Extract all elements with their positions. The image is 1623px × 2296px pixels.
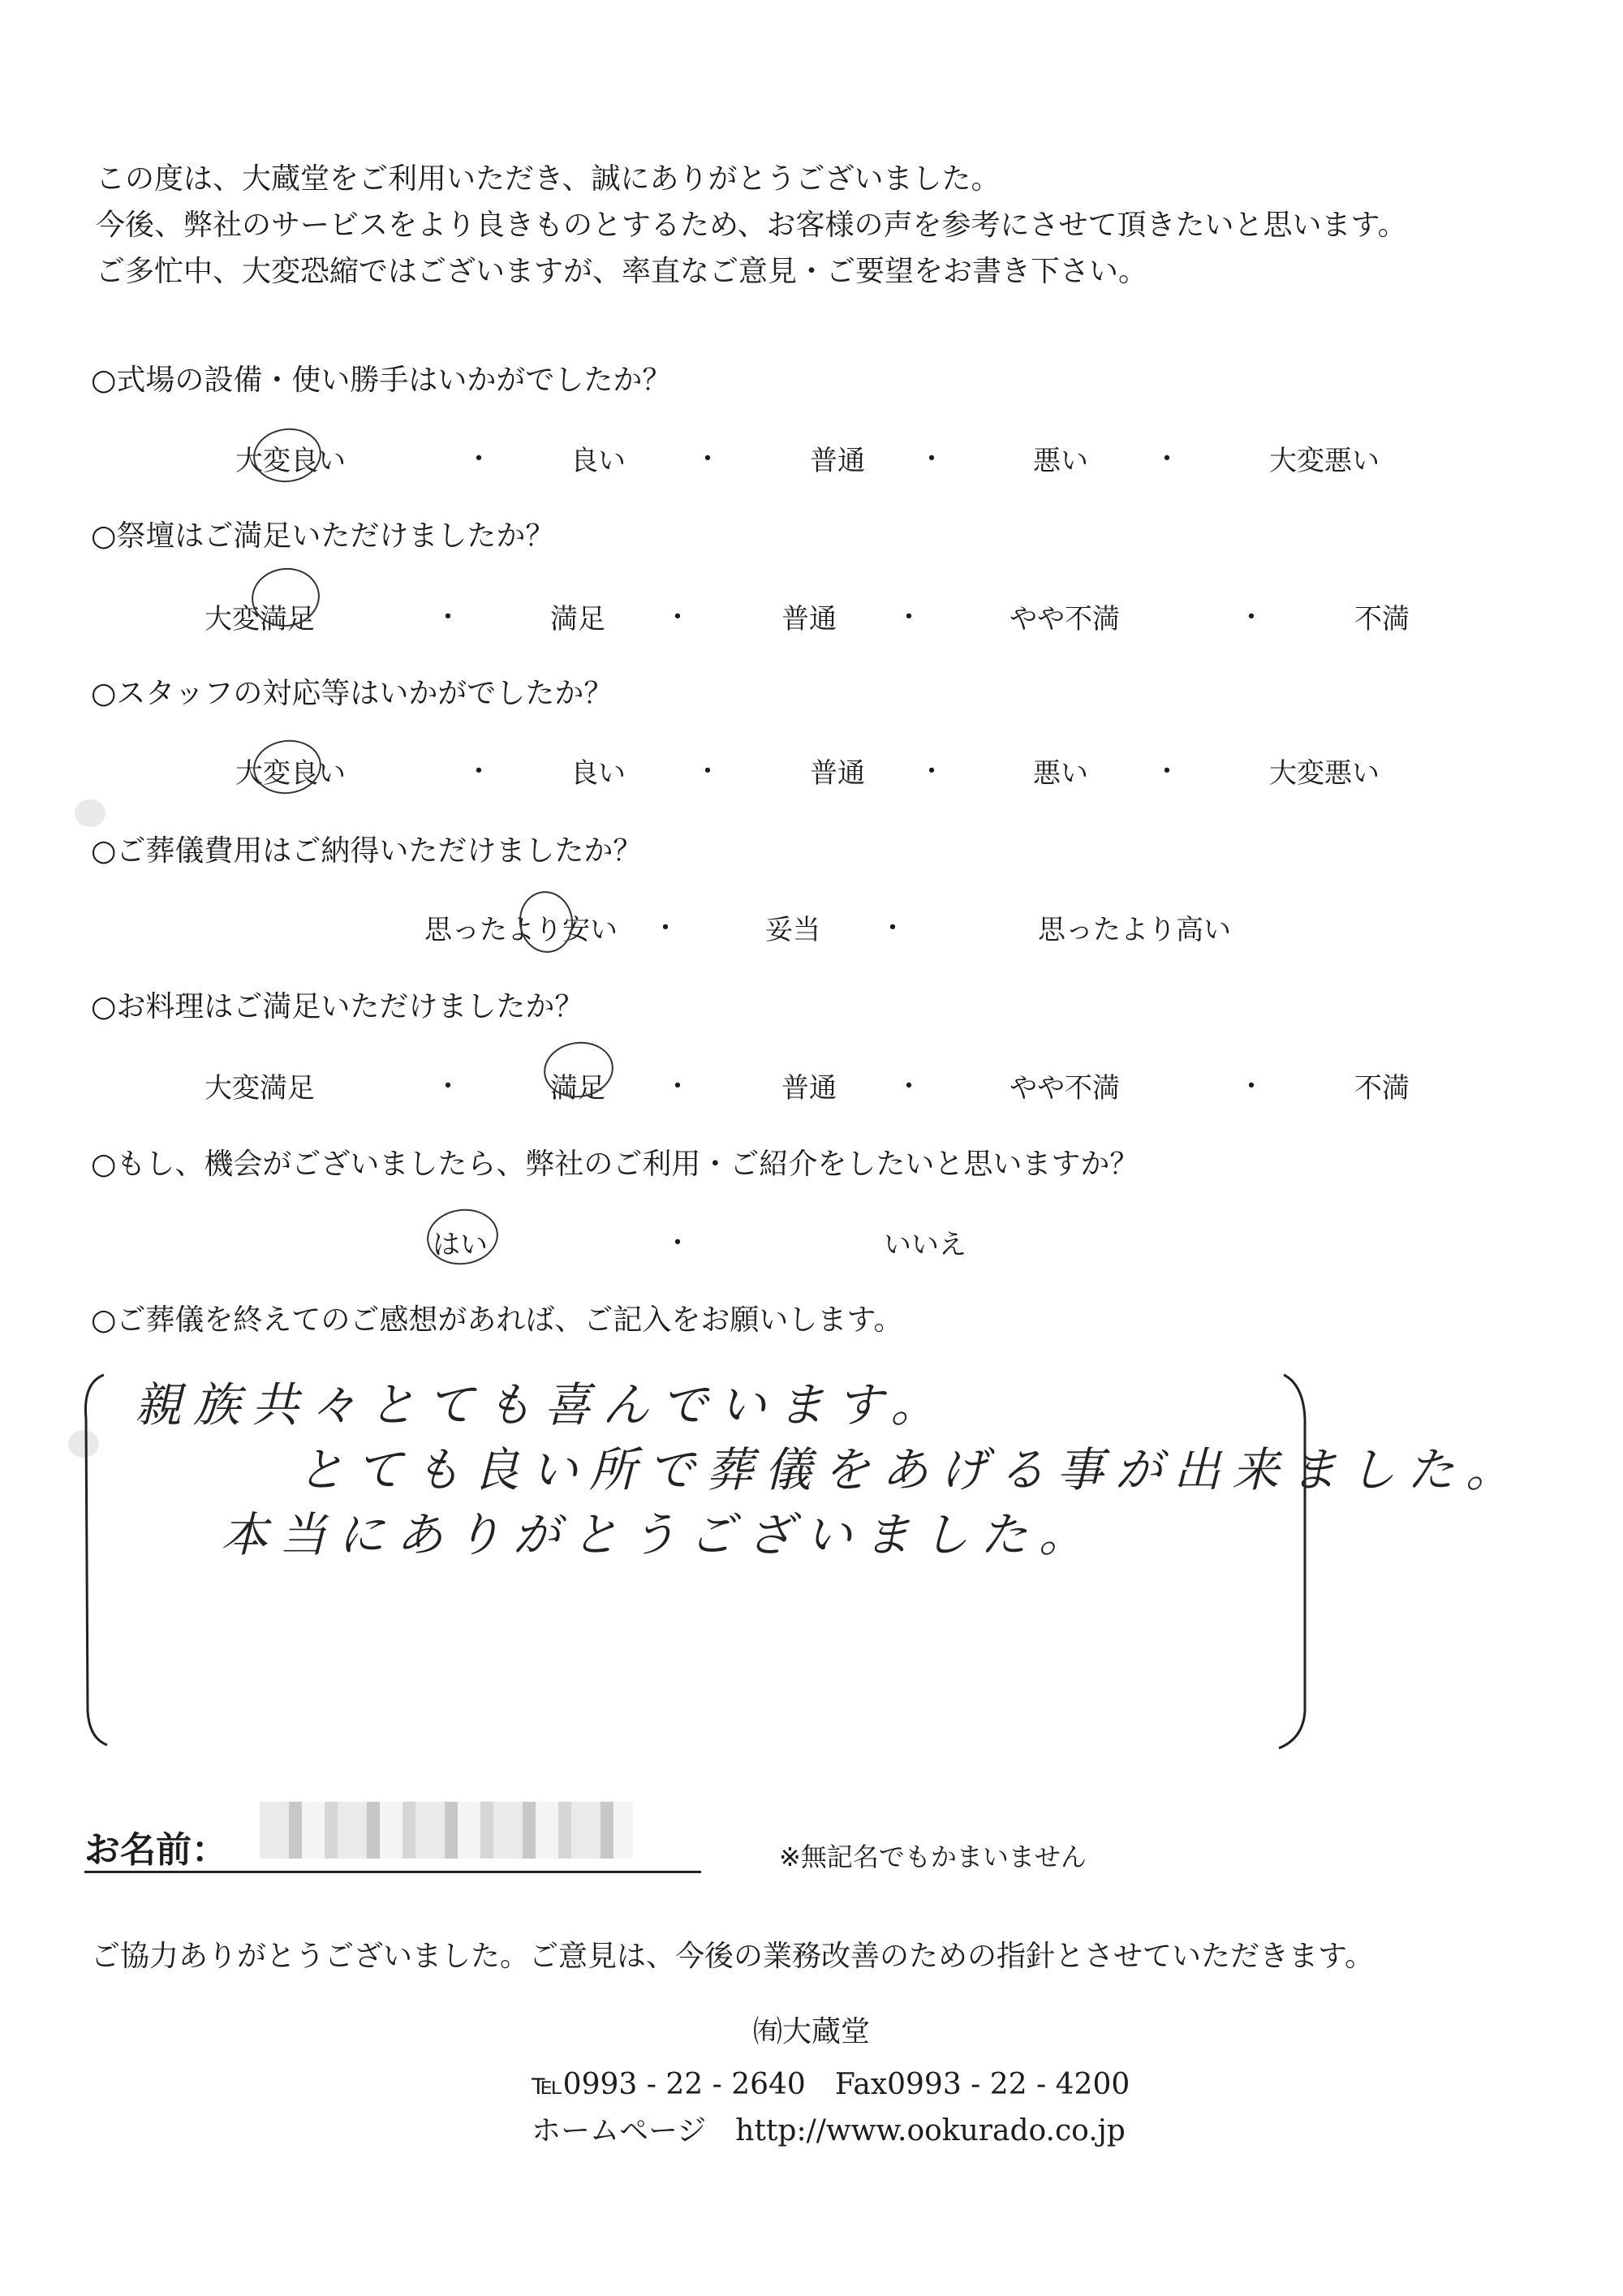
question-cost: ○ご葬儀費用はご納得いただけましたか？: [91, 834, 643, 868]
q6-option-1[interactable]: はい: [433, 1229, 488, 1261]
question-recommend: ○もし、機会がございましたら、弊社のご利用・ご紹介をしたいと思いますか？: [91, 1148, 1139, 1181]
comment-line-3: 本当にありがとうございました。: [221, 1507, 1098, 1562]
q1-option-4[interactable]: 悪い: [1033, 445, 1088, 477]
q3-option-5[interactable]: 大変悪い: [1269, 757, 1380, 790]
q3-option-2[interactable]: 良い: [570, 757, 626, 790]
name-label: お名前：: [84, 1829, 227, 1871]
q4-option-2[interactable]: 妥当: [765, 914, 820, 946]
separator-dot: ・: [879, 912, 906, 945]
q2-option-3[interactable]: 普通: [781, 603, 837, 635]
intro-line-2: 今後、弊社のサービスをより良きものとするため、お客様の声を参考にさせて頂きたいと思います。: [96, 209, 1407, 242]
q2-option-1[interactable]: 大変満足: [204, 603, 315, 635]
company-name: ㈲大蔵堂: [752, 2015, 870, 2048]
q1-option-1[interactable]: 大変良い: [235, 445, 346, 477]
company-website: ホームページ http://www.ookurado.co.jp: [532, 2114, 1126, 2147]
q4-option-3[interactable]: 思ったより高い: [1038, 914, 1231, 946]
q2-option-4[interactable]: やや不満: [1010, 603, 1120, 635]
comment-line-1: 親族共々とても喜んでいます。: [135, 1377, 949, 1432]
separator-dot: ・: [465, 756, 493, 788]
q5-option-5[interactable]: 不満: [1354, 1072, 1410, 1105]
separator-dot: ・: [1153, 443, 1181, 476]
separator-dot: ・: [694, 443, 721, 476]
separator-dot: ・: [1153, 756, 1181, 788]
separator-dot: ・: [664, 1070, 691, 1103]
separator-dot: ・: [434, 1070, 462, 1103]
q5-option-1[interactable]: 大変満足: [204, 1072, 315, 1105]
q2-option-2[interactable]: 満足: [550, 603, 605, 635]
separator-dot: ・: [918, 756, 945, 788]
separator-dot: ・: [895, 1070, 923, 1103]
q3-option-3[interactable]: 普通: [810, 757, 865, 790]
thanks-text: ご協力ありがとうございました。ご意見は、今後の業務改善のための指針とさせていただきます。: [91, 1940, 1375, 1973]
q3-option-4[interactable]: 悪い: [1033, 757, 1088, 790]
q3-option-1[interactable]: 大変良い: [235, 757, 346, 790]
comment-line-2: とても良い所で葬儀をあげる事が出来ました。: [297, 1442, 1525, 1497]
question-food: ○お料理はご満足いただけましたか？: [91, 990, 584, 1023]
question-staff: ○スタッフの対応等はいかがでしたか？: [91, 677, 613, 710]
company-phone-fax: ℡0993 - 22 - 2640 Fax0993 - 22 - 4200: [532, 2068, 1130, 2101]
intro-line-3: ご多忙中、大変恐縮ではございますが、率直なご意見・ご要望をお書き下さい。: [96, 255, 1148, 288]
question-comments: ○ご葬儀を終えてのご感想があれば、ご記入をお願いします。: [91, 1303, 903, 1337]
q6-option-2[interactable]: いいえ: [884, 1229, 966, 1261]
q4-option-1[interactable]: 思ったより安い: [424, 914, 618, 946]
q2-option-5[interactable]: 不満: [1354, 603, 1410, 635]
separator-dot: ・: [434, 601, 462, 634]
separator-dot: ・: [465, 443, 493, 476]
separator-dot: ・: [652, 912, 679, 945]
question-facility: ○式場の設備・使い勝手はいかがでしたか？: [91, 364, 672, 397]
separator-dot: ・: [1238, 601, 1265, 634]
name-field[interactable]: [84, 1871, 701, 1873]
separator-dot: ・: [895, 601, 923, 634]
q5-option-2[interactable]: 満足: [550, 1072, 605, 1105]
separator-dot: ・: [1238, 1070, 1265, 1103]
name-note: ※無記名でもかまいません: [779, 1842, 1087, 1872]
q1-option-3[interactable]: 普通: [810, 445, 865, 477]
separator-dot: ・: [664, 601, 691, 634]
q5-option-3[interactable]: 普通: [781, 1072, 837, 1105]
q5-option-4[interactable]: やや不満: [1010, 1072, 1120, 1105]
separator-dot: ・: [694, 756, 721, 788]
intro-text: [96, 156, 1407, 295]
intro-line-1: この度は、大蔵堂をご利用いただき、誠にありがとうございました。: [96, 162, 1001, 196]
scan-blot: [75, 799, 105, 827]
question-altar: ○祭壇はご満足いただけましたか？: [91, 519, 555, 553]
q1-option-2[interactable]: 良い: [570, 445, 626, 477]
comment-box[interactable]: [78, 1370, 1525, 1751]
q1-option-5[interactable]: 大変悪い: [1269, 445, 1380, 477]
separator-dot: ・: [918, 443, 945, 476]
separator-dot: ・: [664, 1227, 691, 1260]
name-redaction: [260, 1802, 633, 1859]
